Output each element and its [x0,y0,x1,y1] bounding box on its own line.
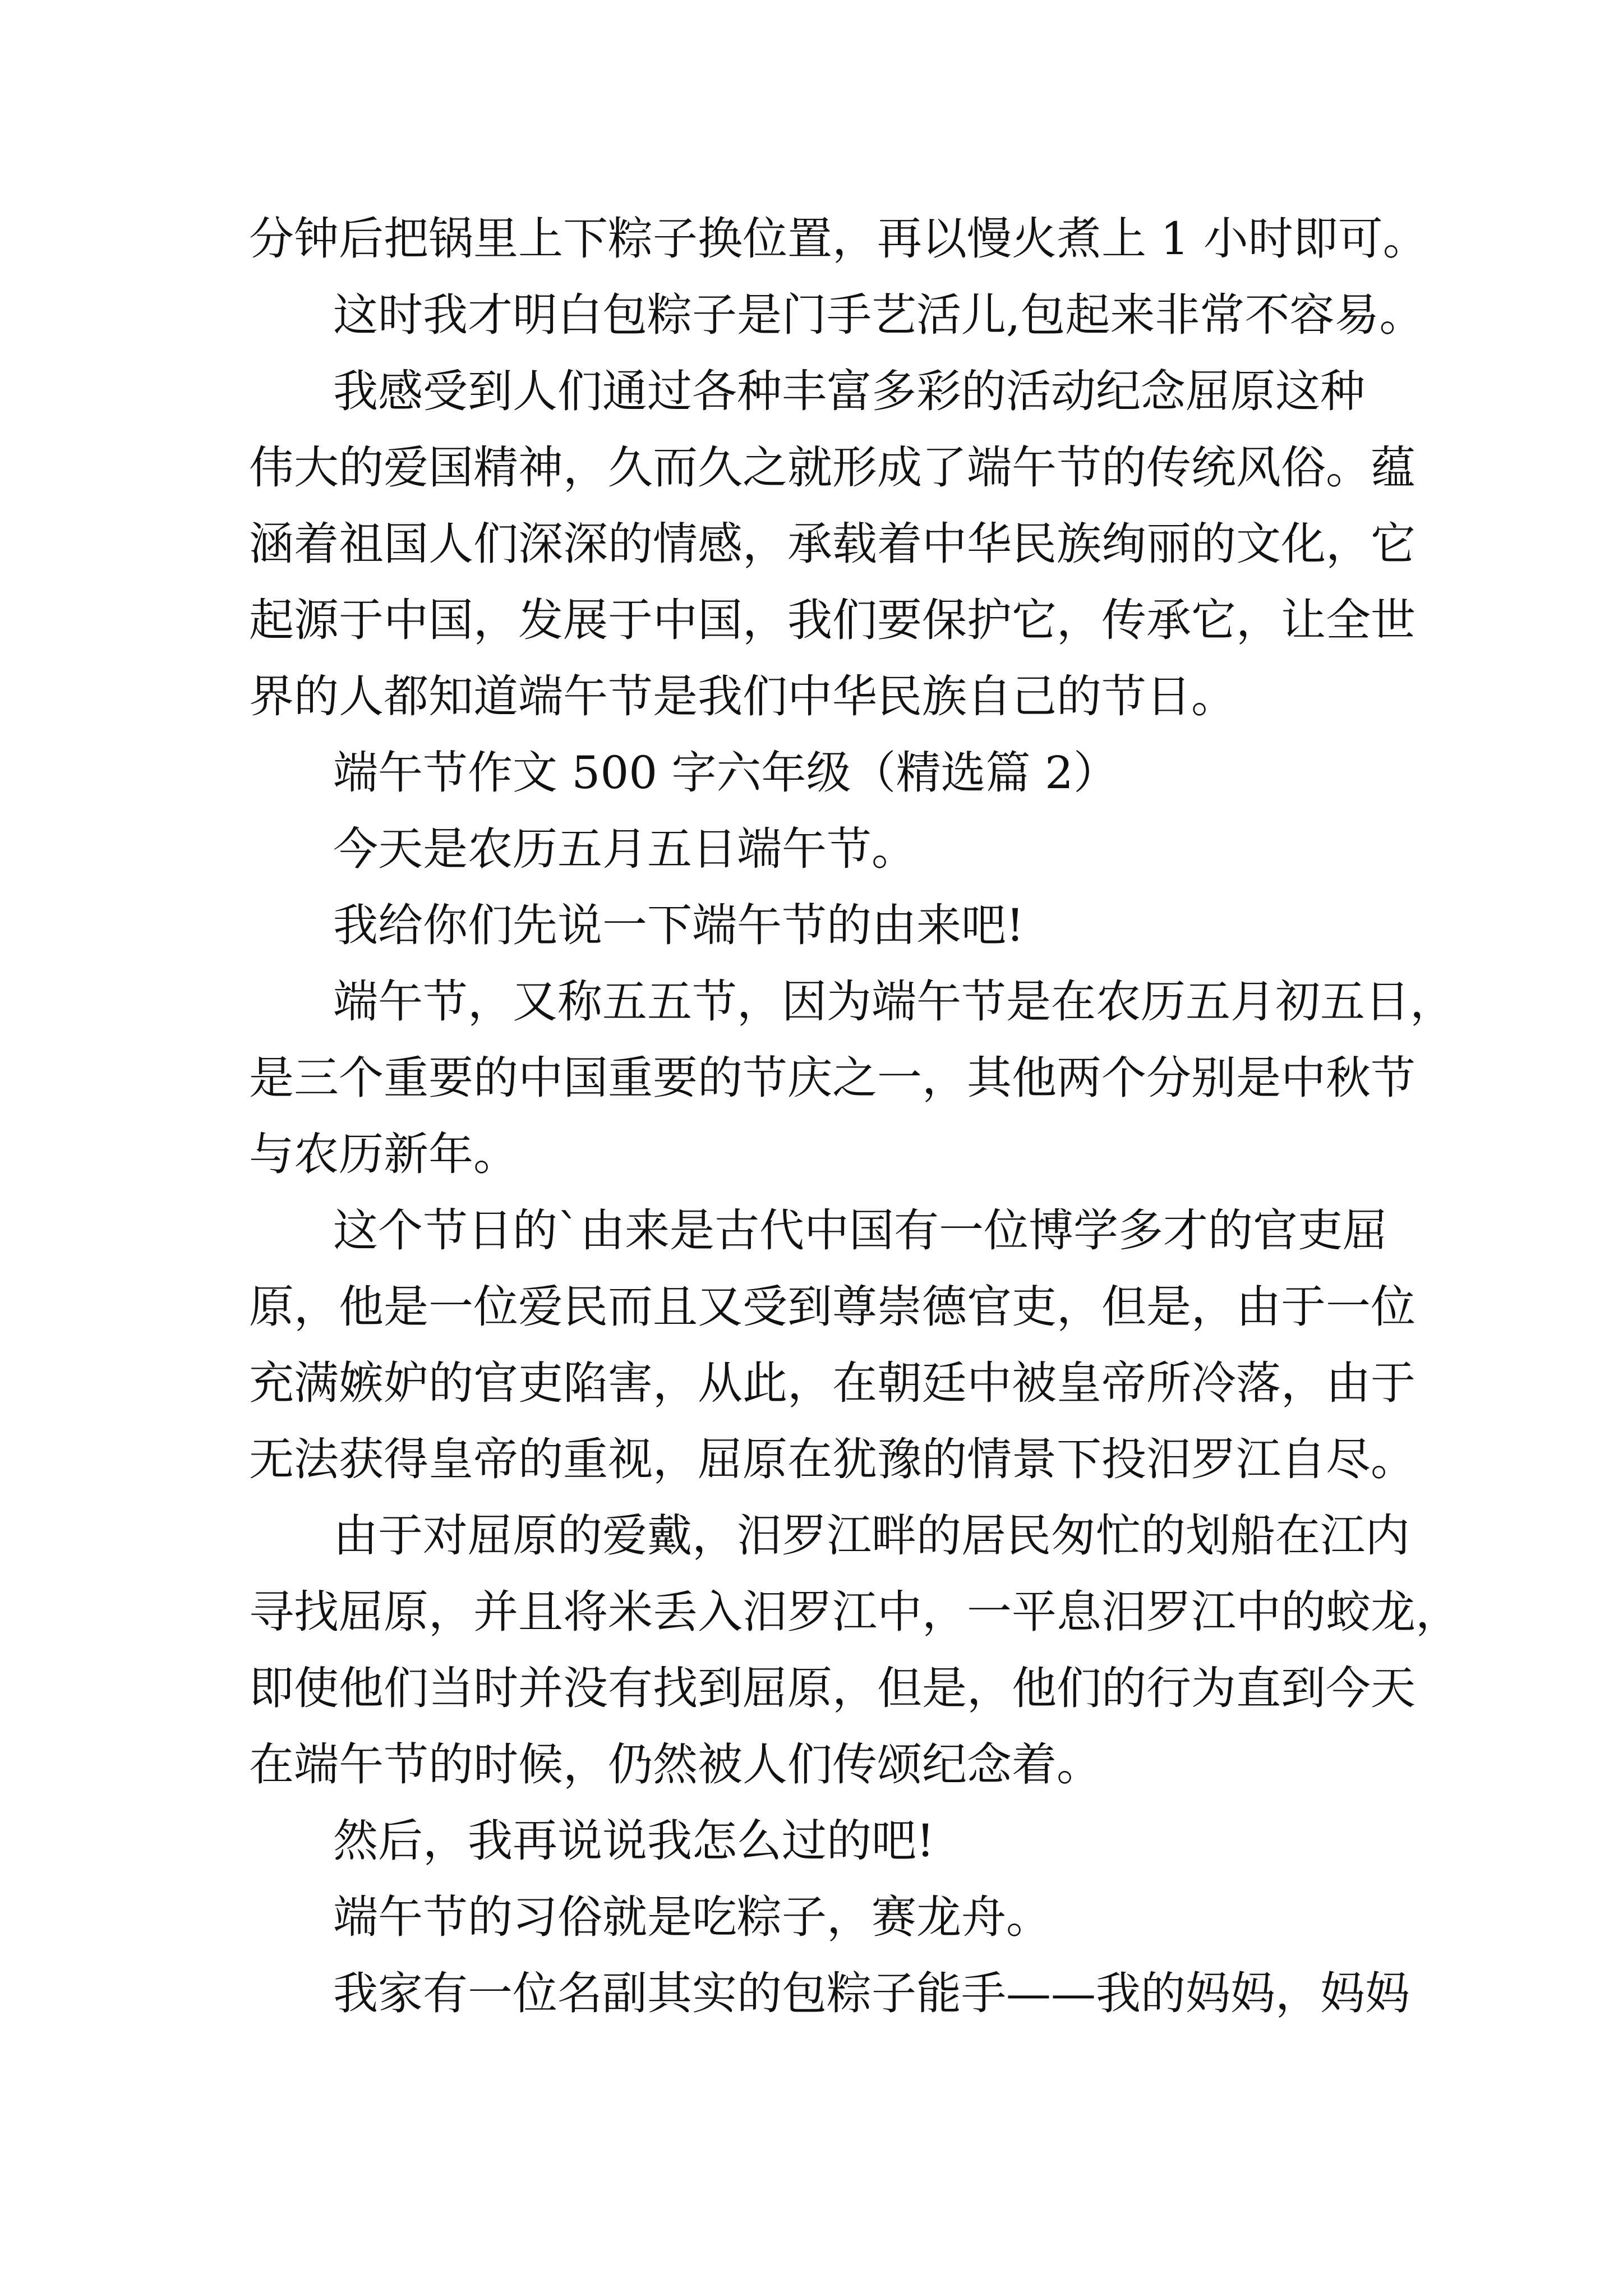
text-line: 寻找屈原，并且将米丢入汨罗江中，一平息汨罗江中的蛟龙， [249,1586,1460,1638]
text-line: 在端午节的时候，仍然被人们传颂纪念着。 [249,1738,1101,1791]
text-line: 然后，我再说说我怎么过的吧! [333,1815,935,1867]
text-line: 端午节，又称五五节，因为端午节是在农历五月初五日， [333,976,1455,1028]
text-line: 我给你们先说一下端午节的由来吧! [333,899,1025,951]
text-line: 分钟后把锅里上下粽子换位置，再以慢火煮上 1 小时即可。 [249,213,1428,265]
text-line: 这时我才明白包粽子是门手艺活儿,包起来非常不容易。 [333,289,1424,341]
text-line: 充满嫉妒的官吏陷害，从此，在朝廷中被皇帝所冷落，由于 [249,1357,1415,1409]
text-line: 即使他们当时并没有找到屈原，但是，他们的行为直到今天 [249,1662,1415,1714]
text-line: 界的人都知道端午节是我们中华民族自己的节日。 [249,670,1236,723]
essay-body [249,201,1460,2032]
text-line: 端午节的习俗就是吃粽子，赛龙舟。 [333,1891,1051,1943]
text-line: 与农历新年。 [249,1128,518,1180]
text-line: 端午节作文 500 字六年级（精选篇 2） [333,747,1118,799]
text-line: 原，他是一位爱民而且又受到尊崇德官吏，但是，由于一位 [249,1281,1415,1333]
text-line: 是三个重要的中国重要的节庆之一，其他两个分别是中秋节 [249,1052,1415,1104]
text-line: 这个节日的`由来是古代中国有一位博学多才的官吏屈 [333,1204,1387,1257]
text-line: 由于对屈原的爱戴，汨罗江畔的居民匆忙的划船在江内 [333,1510,1410,1562]
text-line: 伟大的爱国精神，久而久之就形成了端午节的传统风俗。蕴 [249,441,1415,494]
text-line: 我感受到人们通过各种丰富多彩的活动纪念屈原这种 [333,365,1365,417]
text-line: 我家有一位名副其实的包粽子能手——我的妈妈，妈妈 [333,1967,1410,2019]
text-line: 今天是农历五月五日端午节。 [333,823,916,875]
text-line: 起源于中国，发展于中国，我们要保护它，传承它，让全世 [249,594,1415,646]
text-line: 无法获得皇帝的重视，屈原在犹豫的情景下投汨罗江自尽。 [249,1433,1415,1485]
text-line: 涵着祖国人们深深的情感，承载着中华民族绚丽的文化，它 [249,518,1415,570]
